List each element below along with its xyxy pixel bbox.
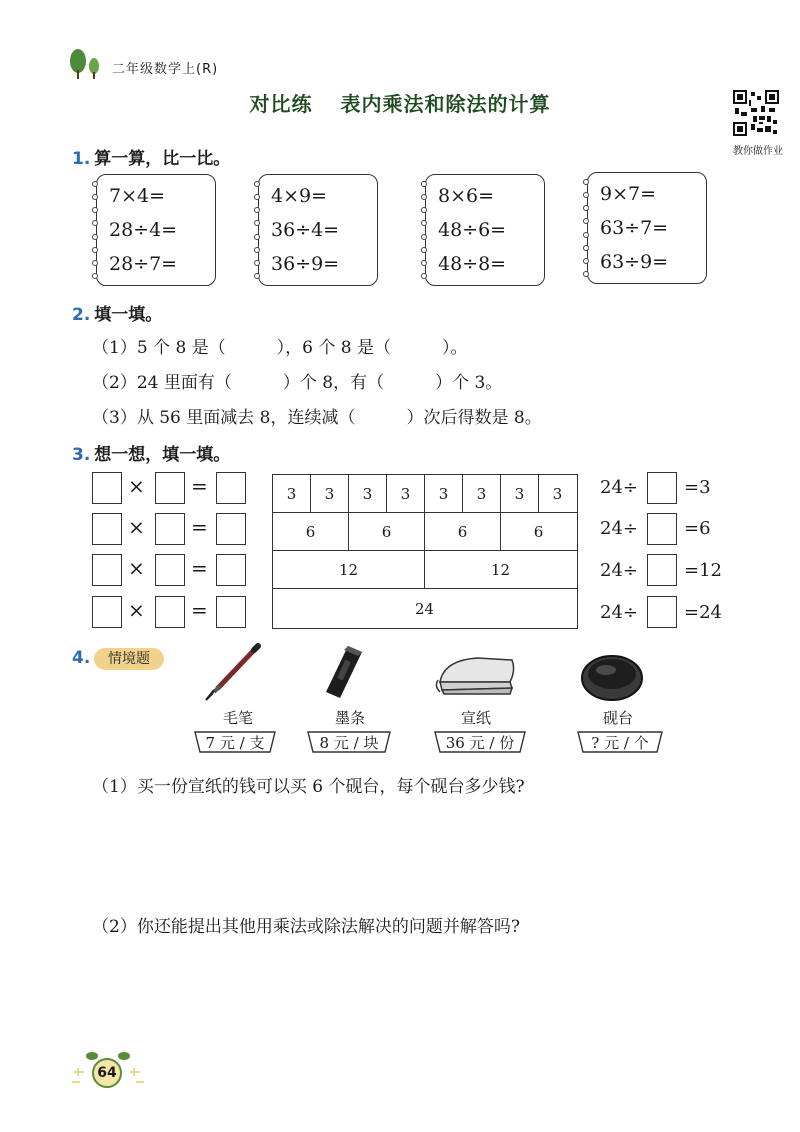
item-name: 砚台 [602, 709, 633, 727]
calc-line: 48÷6= [438, 219, 507, 241]
question-2: （2）你还能提出其他用乘法或除法解决的问题并解答吗? [92, 917, 520, 937]
division-result: =3 [684, 477, 711, 498]
division-prefix: 24÷ [600, 560, 638, 581]
page-number: 64 [92, 1058, 122, 1088]
answer-box[interactable] [216, 513, 246, 545]
calc-line: 63÷7= [600, 217, 669, 239]
answer-box[interactable] [647, 596, 677, 628]
paper-icon [434, 652, 518, 696]
bar-segment: 3 [311, 475, 349, 512]
price-label: 8 元 / 块 [319, 733, 379, 752]
bar-segment: 3 [552, 484, 563, 503]
answer-box[interactable] [155, 513, 185, 545]
answer-box[interactable] [647, 554, 677, 586]
inkstone-icon [578, 650, 646, 702]
item-name: 墨条 [334, 709, 365, 727]
fill-blank-line[interactable]: （2）24 里面有（ ）个 8，有（ ）个 3。 [92, 373, 503, 393]
division-prefix: 24÷ [600, 602, 638, 623]
question-1: （1）买一份宣纸的钱可以买 6 个砚台，每个砚台多少钱? [92, 777, 525, 797]
section-2-number: 2. [72, 305, 91, 325]
answer-box[interactable] [155, 472, 185, 504]
bar-row [272, 474, 578, 512]
section-3-title: 想一想，填一填。 [94, 445, 231, 465]
fill-blank-line[interactable]: （3）从 56 里面减去 8，连续减（ ）次后得数是 8。 [92, 408, 542, 428]
section-2-title: 填一填。 [94, 305, 163, 325]
price-tag [434, 731, 526, 753]
bar-row [272, 512, 578, 550]
page-title [0, 88, 800, 117]
notebook-rings [92, 181, 100, 279]
price-label: ? 元 / 个 [591, 733, 649, 752]
calc-card [425, 174, 545, 286]
times-sign: × [128, 556, 145, 580]
times-sign: × [128, 515, 145, 539]
notebook-rings [421, 181, 429, 279]
brush-icon [200, 642, 266, 702]
fill-blank-line[interactable]: （1）5 个 8 是（ ），6 个 8 是（ ）。 [92, 338, 468, 358]
calc-line: 8×6= [438, 185, 495, 207]
notebook-rings [583, 179, 591, 277]
calc-line: 48÷8= [438, 253, 507, 275]
bar-segment: 12 [490, 560, 511, 579]
bar-segment: 6 [273, 513, 349, 550]
division-result: =6 [684, 518, 711, 539]
calc-line: 36÷9= [271, 253, 340, 275]
division-prefix: 24÷ [600, 518, 638, 539]
tree-logo-icon [66, 48, 106, 80]
calc-line: 7×4= [109, 185, 166, 207]
bar-segment: 3 [425, 475, 463, 512]
answer-box[interactable] [155, 554, 185, 586]
book-title: 二年级数学上(R) [112, 62, 219, 77]
answer-box[interactable] [216, 472, 246, 504]
answer-box[interactable] [92, 554, 122, 586]
calc-line: 28÷4= [109, 219, 178, 241]
price-label: 36 元 / 份 [445, 733, 515, 752]
item-name: 毛笔 [222, 709, 253, 727]
division-prefix: 24÷ [600, 477, 638, 498]
section-1-number: 1. [72, 149, 91, 169]
section-2-heading [72, 300, 162, 325]
price-tag [577, 731, 663, 753]
answer-box[interactable] [647, 513, 677, 545]
price-tag [194, 731, 276, 753]
equals-sign: = [191, 556, 208, 580]
page-title-part-b: 表内乘法和除法的计算 [340, 92, 551, 116]
calc-line: 63÷9= [600, 251, 669, 273]
notebook-rings [254, 181, 262, 279]
bar-segment: 6 [533, 522, 544, 541]
times-sign: × [128, 598, 145, 622]
answer-box[interactable] [216, 554, 246, 586]
calc-line: 9×7= [600, 183, 657, 205]
price-label: 7 元 / 支 [205, 733, 265, 752]
calc-line: 36÷4= [271, 219, 340, 241]
bar-row [272, 550, 578, 588]
bar-segment: 6 [349, 513, 425, 550]
answer-box[interactable] [216, 596, 246, 628]
section-1-title: 算一算，比一比。 [94, 149, 231, 169]
section-4-number: 4. [72, 648, 91, 668]
answer-box[interactable] [92, 472, 122, 504]
equals-sign: = [191, 515, 208, 539]
calc-line: 4×9= [271, 185, 328, 207]
bar-segment: 3 [501, 475, 539, 512]
price-tag [307, 731, 391, 753]
equals-sign: = [191, 598, 208, 622]
times-sign: × [128, 474, 145, 498]
section-3-number: 3. [72, 445, 91, 465]
bar-segment: 6 [425, 513, 501, 550]
calc-card [587, 172, 707, 284]
division-result: =24 [684, 602, 722, 623]
bar-segment: 3 [463, 475, 501, 512]
calc-card [258, 174, 378, 286]
qr-code-icon[interactable] [733, 90, 779, 136]
section-1-heading [72, 144, 230, 169]
page-title-part-a: 对比练 [249, 92, 313, 116]
calc-card [96, 174, 216, 286]
bar-segment: 12 [273, 551, 425, 588]
ink-stick-icon [322, 644, 366, 700]
answer-box[interactable] [647, 472, 677, 504]
item-name: 宣纸 [460, 709, 491, 727]
bar-segment: 3 [273, 475, 311, 512]
bar-row [272, 588, 578, 629]
qr-caption: 教你做作业 [733, 146, 783, 157]
section-3-heading [72, 440, 230, 465]
division-result: =12 [684, 560, 722, 581]
bar-segment: 24 [414, 599, 435, 618]
answer-box[interactable] [92, 513, 122, 545]
answer-box[interactable] [155, 596, 185, 628]
answer-box[interactable] [92, 596, 122, 628]
bar-segment: 3 [387, 475, 425, 512]
bar-segment: 3 [349, 475, 387, 512]
calc-line: 28÷7= [109, 253, 178, 275]
scenario-badge: 情境题 [94, 648, 164, 670]
equals-sign: = [191, 474, 208, 498]
